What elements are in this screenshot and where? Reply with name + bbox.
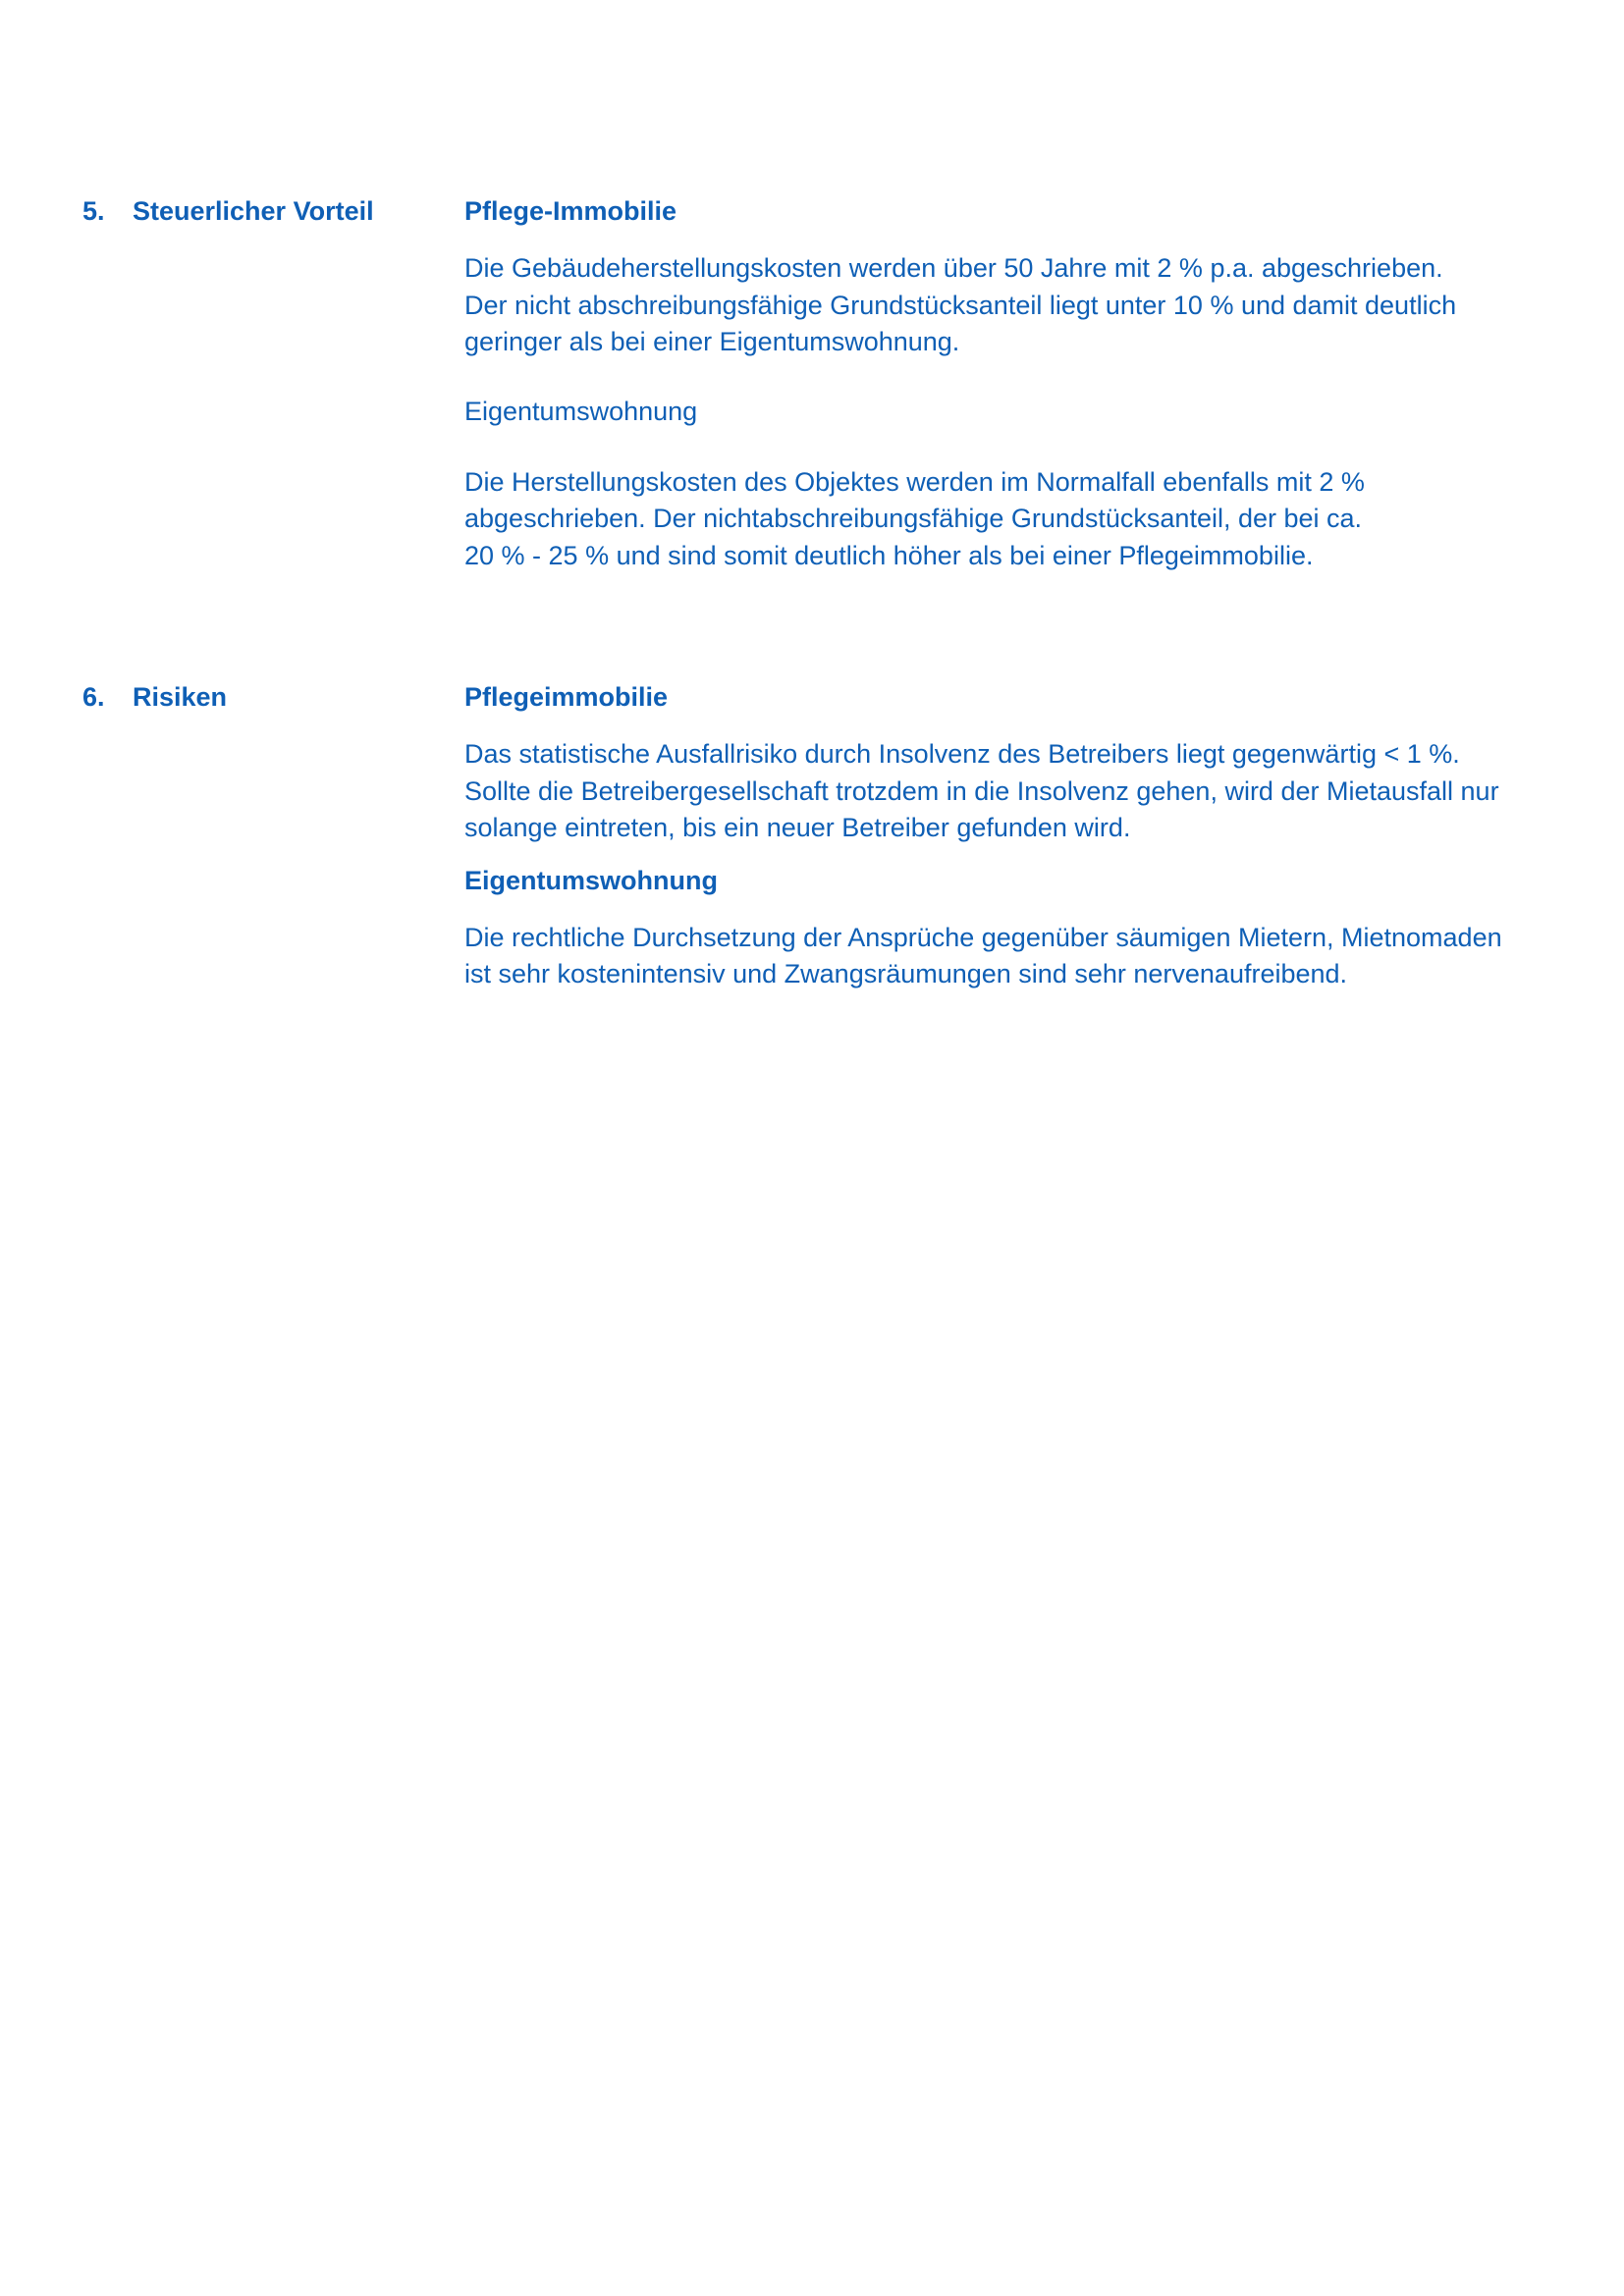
section-content xyxy=(464,193,1564,574)
subheading-eigentumswohnung: Eigentumswohnung xyxy=(464,865,718,895)
section-number: 6. xyxy=(82,682,105,712)
paragraph-eigentumswohnung xyxy=(464,920,1564,993)
text-line: Das statistische Ausfallrisiko durch Insolvenz des Betreibers liegt gegenwärtig < 1 %. xyxy=(464,739,1460,769)
text-line: Die Herstellungskosten des Objektes werden im Normalfall ebenfalls mit 2 % xyxy=(464,466,1365,497)
subheading-eigentumswohnung: Eigentumswohnung xyxy=(464,396,698,426)
text-line: solange eintreten, bis ein neuer Betreiber gefunden wird. xyxy=(464,813,1131,842)
subheading-pflegeimmobilie: Pflegeimmobilie xyxy=(464,682,669,712)
paragraph-pflegeimmobilie xyxy=(464,736,1564,847)
text-line: Der nicht abschreibungsfähige Grundstücksanteil liegt unter 10 % und damit deutlich xyxy=(464,290,1457,320)
text-line: geringer als bei einer Eigentumswohnung. xyxy=(464,327,960,356)
text-line: abgeschrieben. Der nichtabschreibungsfähige Grundstücksanteil, der bei ca. xyxy=(464,504,1363,533)
subheading-pflege-immobilie: Pflege-Immobilie xyxy=(464,196,677,226)
section-title: Steuerlicher Vorteil xyxy=(133,196,374,226)
section-content xyxy=(464,679,1564,993)
section-number: 5. xyxy=(82,196,105,226)
text-line: 20 % - 25 % und sind somit deutlich höher als bei einer Pflegeimmobilie. xyxy=(464,540,1314,570)
text-line: ist sehr kostenintensiv und Zwangsräumungen sind sehr nervenaufreibend. xyxy=(464,959,1348,988)
text-line: Die Gebäudeherstellungskosten werden über 50 Jahre mit 2 % p.a. abgeschrieben. xyxy=(464,253,1443,283)
text-line: Die rechtliche Durchsetzung der Ansprüche gegenüber säumigen Mietern, Mietnomaden xyxy=(464,922,1502,952)
paragraph-pflege-immobilie xyxy=(464,250,1564,361)
section-title: Risiken xyxy=(133,682,228,712)
paragraph-eigentumswohnung xyxy=(464,464,1564,575)
text-line: Sollte die Betreibergesellschaft trotzdem in die Insolvenz gehen, wird der Mietausfall nur xyxy=(464,775,1499,806)
